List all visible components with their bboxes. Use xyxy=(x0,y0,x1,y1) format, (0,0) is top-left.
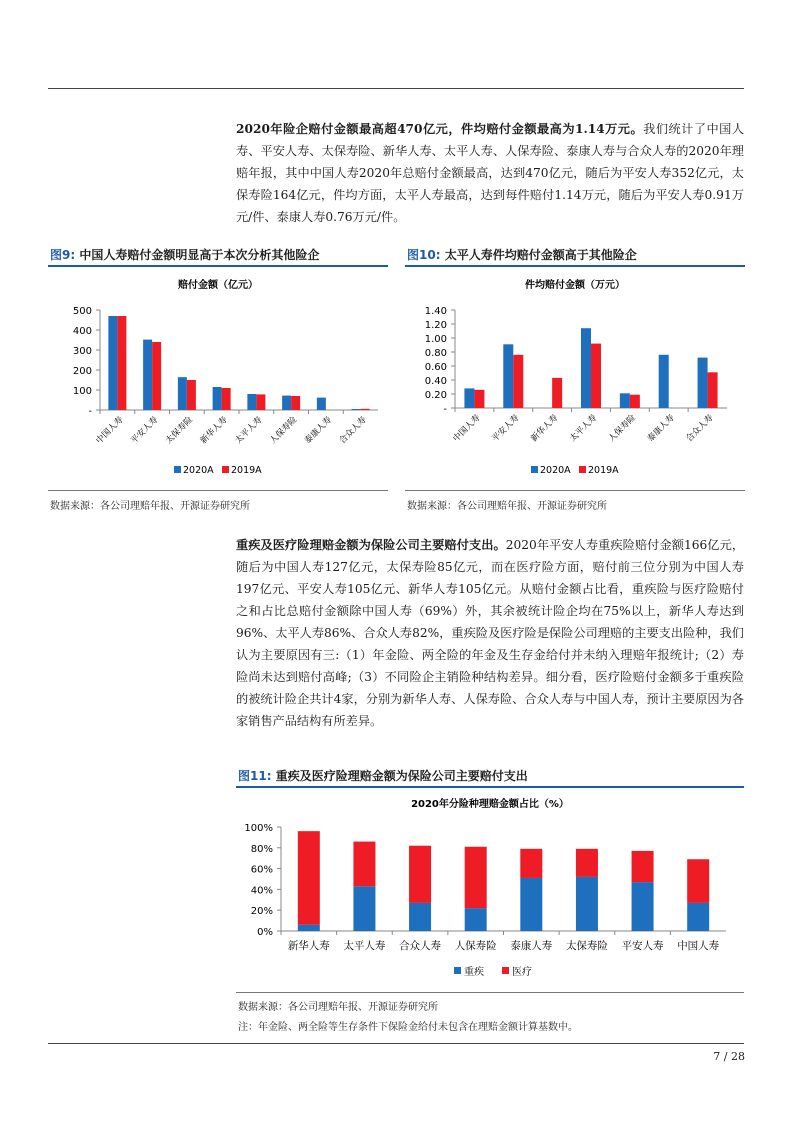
x-tick-label: 中国人寿 xyxy=(94,415,126,447)
y-tick-label: - xyxy=(88,406,92,417)
fig11-bottom-rule xyxy=(236,992,744,993)
legend-swatch-2019A xyxy=(222,466,229,473)
x-tick-label: 平安人寿 xyxy=(490,413,522,445)
bar-2019A xyxy=(222,388,231,410)
legend-swatch-2020A xyxy=(174,466,181,473)
legend-label: 2019A xyxy=(588,465,619,476)
bar-医疗 xyxy=(632,851,654,882)
fig11-label: 图11: xyxy=(238,769,272,783)
bar-2019A xyxy=(256,394,265,410)
legend-swatch-2019A xyxy=(579,466,586,473)
fig9-chart xyxy=(48,268,390,488)
x-tick-label: 人保寿险 xyxy=(606,413,638,445)
fig10-title-text: 太平人寿件均赔付金额高于其他险企 xyxy=(444,248,637,262)
x-tick-label: 太平人寿 xyxy=(343,940,386,952)
bar-重疾 xyxy=(465,908,487,931)
bar-重疾 xyxy=(298,925,320,931)
bar-2019A xyxy=(187,380,196,410)
x-tick-label: 泰康人寿 xyxy=(645,413,677,445)
bar-2019A xyxy=(361,409,370,410)
fig10-label: 图10: xyxy=(407,248,441,262)
bar-2019A xyxy=(291,396,300,410)
legend-swatch-医疗 xyxy=(502,967,509,974)
y-tick-label: 20% xyxy=(250,906,273,918)
bar-2019A xyxy=(474,390,484,408)
bar-医疗 xyxy=(298,831,320,925)
x-tick-label: 太平人寿 xyxy=(233,415,265,447)
legend-label: 医疗 xyxy=(512,967,532,978)
footer-rule xyxy=(48,1043,744,1044)
paragraph-2-body: 2020年平安人寿重疾险赔付金额166亿元，随后为中国人寿127亿元，太保寿险85亿元，而在医疗险方面，赔付前三位分别为中国人寿197亿元、平安人寿105亿元、新华人寿105亿元。从赔付金额占比看，重疾险与医疗险赔付之和占比总赔付金额除中国人寿（69%）外，其余被统计险企均在75%以上，新华人寿达到96%、太平人寿86%、合众人寿82%，重疾险及医疗险是保险公司理赔的主要支出险种，我们认为主要原因有三:（1）年金险、两全险的年金及生存金给付并未纳入理赔年报统计;（2）寿险尚未达到赔付高峰;（3）不同险企主销险种结构差异。细分看，医疗险赔付金额多于重疾险的被统计险企共计4家，分别为新华人寿、人保寿险、合众人寿与中国人寿，预计主要原因为各家销售产品结构有所差异。 xyxy=(236,538,745,728)
x-tick-label: 平安人寿 xyxy=(621,940,664,952)
x-tick-label: 新华人寿 xyxy=(198,415,230,447)
legend-label: 2020A xyxy=(540,465,571,476)
y-tick-label: 0% xyxy=(257,927,273,938)
bar-2020A xyxy=(659,355,669,408)
y-tick-label: - xyxy=(443,404,447,415)
fig11-title-text: 重疾及医疗险理赔金额为保险公司主要赔付支出 xyxy=(275,769,528,783)
fig10-bottom-rule xyxy=(405,490,745,491)
y-tick-label: 1.40 xyxy=(424,306,447,317)
bar-2019A xyxy=(708,372,718,408)
fig9-bottom-rule xyxy=(48,490,388,491)
y-tick-label: 0.40 xyxy=(424,376,447,387)
x-tick-label: 太平人寿 xyxy=(567,413,600,445)
bar-医疗 xyxy=(520,849,542,878)
page-number: 7 / 28 xyxy=(713,1050,745,1063)
legend-label: 2019A xyxy=(231,465,262,476)
bar-医疗 xyxy=(576,849,598,877)
bar-2020A xyxy=(143,340,152,410)
legend-label: 2020A xyxy=(183,465,214,476)
bar-重疾 xyxy=(520,878,542,931)
fig10-chart xyxy=(405,268,747,488)
x-tick-label: 合众人寿 xyxy=(684,413,716,445)
paragraph-1-body: 我们统计了中国人寿、平安人寿、太保寿险、新华人寿、太平人寿、人保寿险、泰康人寿与合众人寿的2020年理赔年报，其中中国人寿2020年总赔付金额最高，达到470亿元，随后为平安人寿352亿元，太保寿险164亿元，件均方面，太平人寿最高，达到每件赔付1.14万元，随后为平安人寿0.91万元/件、泰康人寿0.76万元/件。 xyxy=(236,122,745,224)
chart-title: 赔付金额（亿元） xyxy=(178,280,258,291)
bar-2019A xyxy=(630,395,640,408)
x-tick-label: 太保寿险 xyxy=(163,415,195,447)
y-tick-label: 0.20 xyxy=(424,390,447,401)
x-tick-label: 新华人寿 xyxy=(287,940,330,952)
paragraph-2 xyxy=(236,534,744,732)
paragraph-1-lead: 2020年险企赔付金额最高超470亿元，件均赔付金额最高为1.14万元。 xyxy=(236,122,644,136)
x-tick-label: 中国人寿 xyxy=(451,413,483,445)
fig9-title-rule xyxy=(48,265,388,267)
bar-2020A xyxy=(581,328,591,408)
bar-2019A xyxy=(117,316,126,410)
legend-label: 重疾 xyxy=(464,967,484,978)
bar-重疾 xyxy=(632,882,654,931)
bar-2019A xyxy=(591,344,601,408)
y-tick-label: 80% xyxy=(250,843,273,855)
bar-2020A xyxy=(108,316,117,410)
bar-医疗 xyxy=(353,842,375,887)
y-tick-label: 0.80 xyxy=(424,348,447,359)
y-tick-label: 0.60 xyxy=(424,362,447,373)
y-tick-label: 1.20 xyxy=(424,320,447,331)
bar-2020A xyxy=(178,377,187,410)
fig10-source: 数据来源：各公司理赔年报、开源证券研究所 xyxy=(407,501,607,512)
bar-2020A xyxy=(247,394,256,410)
y-tick-label: 60% xyxy=(250,864,273,876)
bar-2019A xyxy=(513,355,523,408)
legend-swatch-重疾 xyxy=(454,967,461,974)
bar-2020A xyxy=(620,393,630,408)
paragraph-1 xyxy=(236,118,744,228)
legend-swatch-2020A xyxy=(531,466,538,473)
fig11-note: 注：年金险、两全险等生存条件下保险金给付未包含在理赔金额计算基数中。 xyxy=(238,1022,578,1033)
y-tick-label: 40% xyxy=(250,885,273,897)
bar-2020A xyxy=(282,396,291,410)
bar-医疗 xyxy=(465,847,487,908)
fig11-source: 数据来源：各公司理赔年报、开源证券研究所 xyxy=(238,1002,438,1013)
x-tick-label: 合众人寿 xyxy=(337,415,369,447)
bar-重疾 xyxy=(576,877,598,931)
bar-2019A xyxy=(152,342,161,410)
fig11-chart xyxy=(236,789,744,989)
y-tick-label: 400 xyxy=(72,326,92,337)
fig9-title-text: 中国人寿赔付金额明显高于本次分析其他险企 xyxy=(79,248,320,262)
fig11-title-rule xyxy=(236,786,744,788)
y-tick-label: 300 xyxy=(72,346,92,357)
bar-2020A xyxy=(317,398,326,410)
chart-title: 件均赔付金额（万元） xyxy=(525,280,625,291)
fig10-title xyxy=(407,246,637,263)
x-tick-label: 人保寿险 xyxy=(454,940,497,952)
bar-医疗 xyxy=(409,846,431,903)
x-tick-label: 平安人寿 xyxy=(129,415,161,447)
bar-2020A xyxy=(464,388,474,408)
bar-2020A xyxy=(352,409,361,410)
fig11-title xyxy=(238,767,528,784)
x-tick-label: 中国人寿 xyxy=(677,940,720,952)
y-tick-label: 1.00 xyxy=(424,334,447,345)
y-tick-label: 100 xyxy=(72,386,92,397)
x-tick-label: 泰康人寿 xyxy=(302,415,334,447)
y-tick-label: 500 xyxy=(72,306,92,317)
y-tick-label: 200 xyxy=(72,366,92,377)
fig10-title-rule xyxy=(405,265,745,267)
y-tick-label: 100% xyxy=(244,823,273,834)
x-tick-label: 合众人寿 xyxy=(399,940,442,952)
bar-2020A xyxy=(213,387,222,410)
header-rule xyxy=(48,88,744,89)
fig9-title xyxy=(50,246,319,263)
paragraph-2-lead: 重疾及医疗险理赔金额为保险公司主要赔付支出。 xyxy=(236,538,506,552)
x-tick-label: 太保寿险 xyxy=(565,940,608,952)
bar-重疾 xyxy=(687,903,709,931)
x-tick-label: 人保寿险 xyxy=(268,415,300,447)
bar-医疗 xyxy=(687,859,709,903)
bar-2019A xyxy=(552,378,562,408)
fig9-source: 数据来源：各公司理赔年报、开源证券研究所 xyxy=(50,501,250,512)
bar-2020A xyxy=(698,358,708,408)
x-tick-label: 新华人寿 xyxy=(529,413,561,445)
bar-重疾 xyxy=(353,886,375,931)
bar-重疾 xyxy=(409,903,431,931)
bar-2020A xyxy=(503,344,513,408)
x-tick-label: 泰康人寿 xyxy=(510,940,553,952)
chart-title: 2020年分险种理赔金额占比（%） xyxy=(411,799,569,810)
fig9-label: 图9: xyxy=(50,248,76,262)
